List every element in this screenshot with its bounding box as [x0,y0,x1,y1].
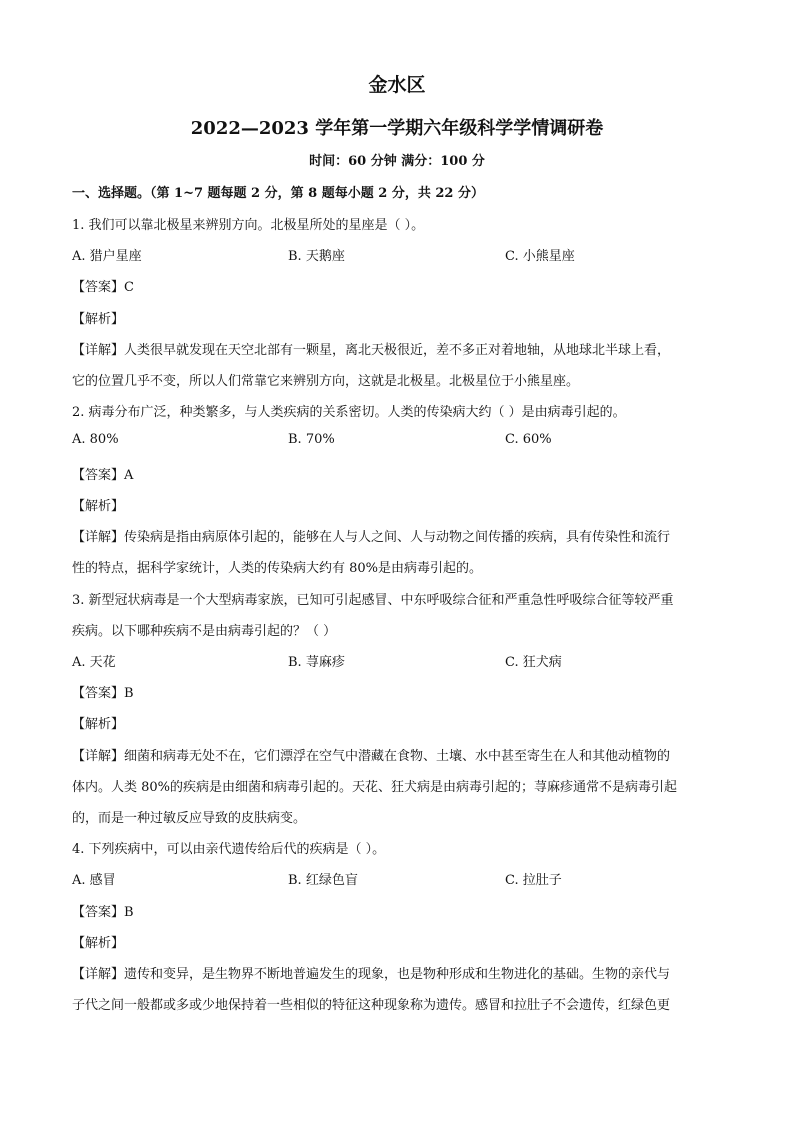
question-4-detail-1: 【详解】遗传和变异，是生物界不断地普遍发生的现象，也是物种形成和生物进化的基础。生物的亲代与 [72,967,671,982]
question-3-detail-2: 体内。人类 80%的疾病是由细菌和病毒引起的。天花、狂犬病是由病毒引起的；荨麻疹通常不是病毒引起 [72,780,678,795]
question-1-detail-2: 它的位置几乎不变，所以人们常靠它来辨别方向，这就是北极星。北极星位于小熊星座。 [72,374,580,389]
question-3-option-a: A. 天花 [72,655,116,670]
question-3-option-c: C. 狂犬病 [505,655,562,670]
question-4-answer: 【答案】B [72,905,134,920]
question-1-option-b: B. 天鹅座 [288,249,345,264]
question-1-option-c: C. 小熊星座 [505,249,575,264]
section-heading: 一、选择题。（第 1~7 题每题 2 分，第 8 题每小题 2 分，共 22 分） [72,186,484,201]
question-2-detail-2: 性的特点，据科学家统计，人类的传染病大约有 80%是由病毒引起的。 [72,561,483,576]
district-title: 金水区 [368,74,426,96]
question-2-option-c: C. 60% [505,432,552,447]
question-4-option-b: B. 红绿色盲 [288,873,358,888]
question-3-answer: 【答案】B [72,686,134,701]
question-2-detail-1: 【详解】传染病是指由病原体引起的，能够在人与人之间、人与动物之间传播的疾病，具有传染性和流行 [72,530,671,545]
question-4-analysis: 【解析】 [72,936,125,951]
question-2-option-a: A. 80% [72,432,119,447]
question-3-analysis: 【解析】 [72,717,125,732]
question-1-option-a: A. 猎户星座 [72,249,142,264]
question-4-option-a: A. 感冒 [72,873,116,888]
exam-meta: 时间：60 分钟 满分：100 分 [309,154,485,169]
question-1-detail-1: 【详解】人类很早就发现在天空北部有一颗星，离北天极很近，差不多正对着地轴，从地球北半球上看， [72,343,671,358]
question-2-option-b: B. 70% [288,432,335,447]
question-1-stem: 1. 我们可以靠北极星来辨别方向。北极星所处的星座是（ ）。 [72,218,425,233]
question-1-analysis: 【解析】 [72,312,125,327]
question-2-analysis: 【解析】 [72,499,125,514]
question-3-option-b: B. 荨麻疹 [288,655,345,670]
question-3-detail-3: 的，而是一种过敏反应导致的皮肤病变。 [72,811,307,826]
exam-title: 2022—2023 学年第一学期六年级科学学情调研卷 [190,118,604,139]
question-4-stem: 4. 下列疾病中，可以由亲代遗传给后代的疾病是（ ）。 [72,842,386,857]
question-3-stem-1: 3. 新型冠状病毒是一个大型病毒家族，已知可引起感冒、中东呼吸综合征和严重急性呼吸综合征等较严重 [72,593,674,608]
question-3-stem-2: 疾病。以下哪种疾病不是由病毒引起的？（ ） [72,624,337,639]
question-1-answer: 【答案】C [72,280,134,295]
question-4-detail-2: 子代之间一般都或多或少地保持着一些相似的特征这种现象称为遗传。感冒和拉肚子不会遗传，红绿色更 [72,998,671,1013]
question-4-option-c: C. 拉肚子 [505,873,562,888]
question-2-answer: 【答案】A [72,468,134,483]
question-3-detail-1: 【详解】细菌和病毒无处不在，它们漂浮在空气中潜藏在食物、土壤、水中甚至寄生在人和其他动植物的 [72,749,671,764]
question-2-stem: 2. 病毒分布广泛，种类繁多，与人类疾病的关系密切。人类的传染病大约（ ）是由病毒引起的。 [72,405,626,420]
